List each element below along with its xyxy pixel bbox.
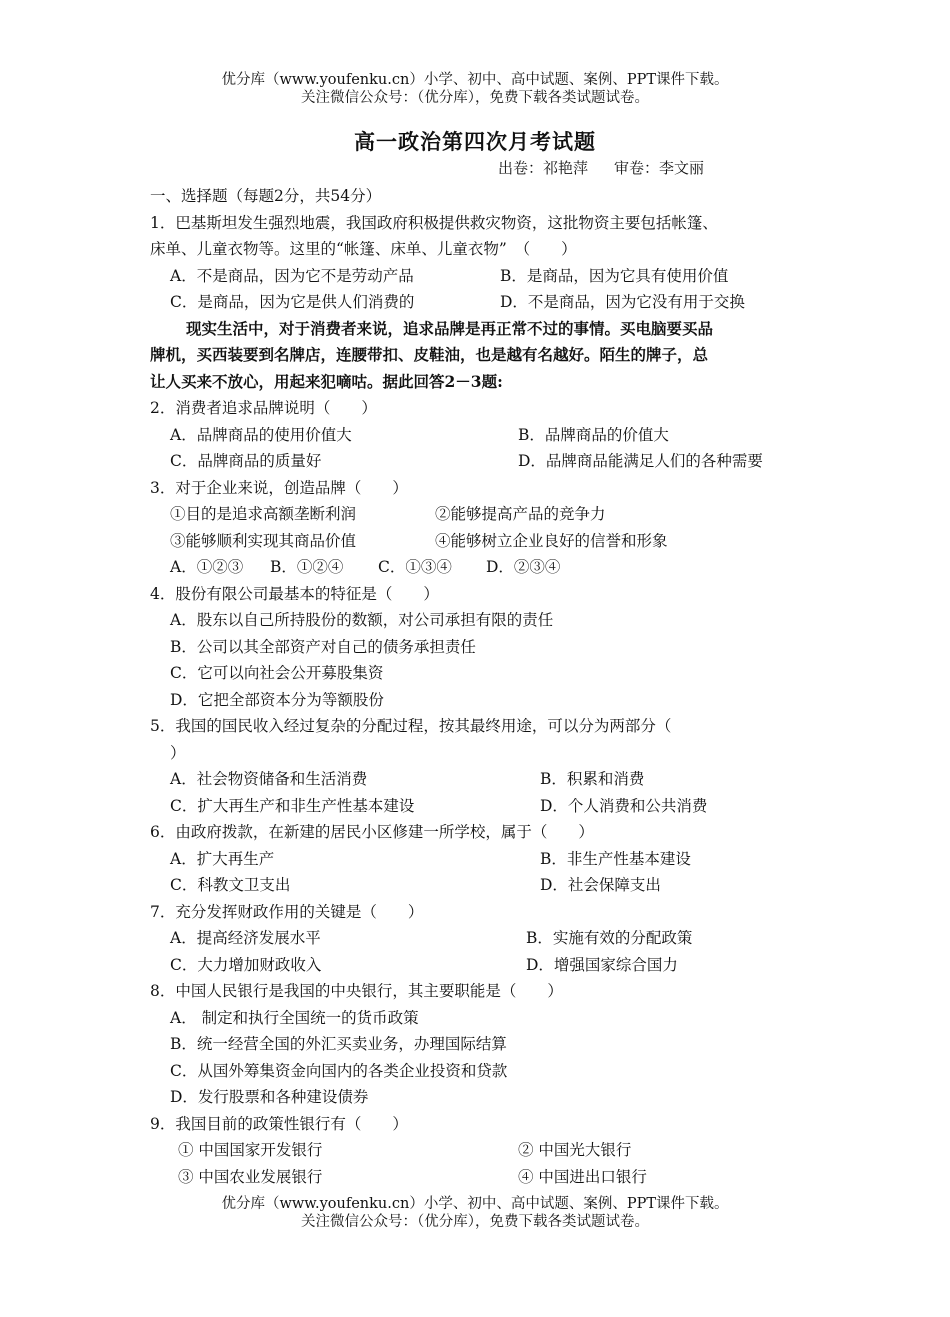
material-line-1: 现实生活中，对于消费者来说，追求品牌是再正常不过的事情。买电脑要买品 — [186, 318, 714, 338]
q9-statements-34 — [150, 1164, 810, 1191]
q3-option-b: B．①②④ — [270, 558, 344, 576]
q9-statement-1: ① 中国国家开发银行 — [178, 1141, 323, 1159]
q4-option-b: B．公司以其全部资产对自己的债务承担责任 — [170, 637, 476, 656]
q5-option-b: B．积累和消费 — [540, 770, 645, 788]
q3-stem: 3．对于企业来说，创造品牌（ ） — [150, 478, 408, 497]
q5-option-c: C．扩大再生产和非生产性基本建设 — [170, 796, 415, 815]
section-heading: 一、选择题（每题2分，共54分） — [150, 187, 382, 205]
reviewer: 审卷：李文丽 — [614, 159, 705, 177]
q1-option-c: C．是商品，因为它是供人们消费的 — [170, 293, 415, 311]
q6-stem: 6．由政府拨款，在新建的居民小区修建一所学校，属于（ ） — [150, 823, 594, 841]
q3-statements-34 — [150, 528, 810, 555]
q4-stem: 4．股份有限公司最基本的特征是（ ） — [150, 584, 439, 603]
q3-option-a: A．①②③ — [170, 558, 244, 576]
q2-option-d: D．品牌商品能满足人们的各种需要 — [518, 452, 763, 470]
q8-option-d: D．发行股票和各种建设债券 — [170, 1088, 369, 1106]
material-line-3: 让人买来不放心，用起来犯嘀咕。据此回答2－3题: — [150, 371, 503, 391]
q3-options — [150, 554, 810, 581]
q1-options-cd — [150, 289, 810, 316]
q5-option-a: A．社会物资储备和生活消费 — [170, 770, 368, 788]
q5-options-ab — [150, 766, 810, 793]
q3-statements-12 — [150, 501, 810, 528]
q8-option-a: A． 制定和执行全国统一的货币政策 — [170, 1008, 419, 1027]
q9-stem: 9．我国目前的政策性银行有（ ） — [150, 1114, 408, 1133]
q7-option-a: A．提高经济发展水平 — [170, 929, 321, 947]
q9-statements-12 — [150, 1137, 810, 1164]
q2-option-b: B．品牌商品的价值大 — [518, 425, 669, 444]
q2-options-cd — [150, 448, 810, 475]
q3-option-d: D．②③④ — [486, 558, 561, 576]
q2-option-c: C．品牌商品的质量好 — [170, 452, 322, 470]
page-header — [0, 71, 950, 107]
q6-option-c: C．科教文卫支出 — [170, 876, 291, 894]
q7-option-b: B．实施有效的分配政策 — [526, 929, 693, 947]
q5-stem-2: ） — [170, 743, 186, 762]
q7-stem: 7．充分发挥财政作用的关键是（ ） — [150, 902, 424, 921]
q4-option-d: D．它把全部资本分为等额股份 — [170, 690, 384, 709]
q3-statement-3: ③能够顺利实现其商品价值 — [170, 531, 357, 550]
q3-statement-4: ④能够树立企业良好的信誉和形象 — [435, 531, 668, 550]
authors-line — [498, 157, 704, 178]
exam-title: 高一政治第四次月考试题 — [354, 129, 596, 154]
footer-line-1: 优分库（www.youfenku.cn）小学、初中、高中试题、案例、PPT课件下载。 — [221, 1196, 729, 1212]
q1-stem-2: 床单、儿童衣物等。这里的“帐篷、床单、儿童衣物” （ ） — [150, 240, 577, 258]
q6-option-d: D．社会保障支出 — [540, 876, 661, 894]
q8-option-b: B．统一经营全国的外汇买卖业务，办理国际结算 — [170, 1035, 507, 1053]
q9-statement-3: ③ 中国农业发展银行 — [178, 1167, 323, 1186]
q6-option-b: B．非生产性基本建设 — [540, 849, 691, 868]
header-line-2: 关注微信公众号：（优分库），免费下载各类试题试卷。 — [301, 90, 649, 106]
q6-options-cd — [150, 872, 810, 899]
q9-statement-4: ④ 中国进出口银行 — [518, 1167, 647, 1186]
q5-option-d: D．个人消费和公共消费 — [540, 796, 708, 815]
q7-option-c: C．大力增加财政收入 — [170, 955, 322, 974]
q6-options-ab — [150, 846, 810, 873]
q9-statement-2: ② 中国光大银行 — [518, 1141, 632, 1159]
q3-statement-1: ①目的是追求高额垄断利润 — [170, 505, 357, 523]
material-line-2: 牌机，买西装要到名牌店，连腰带扣、皮鞋油，也是越有名越好。陌生的牌子，总 — [150, 345, 709, 364]
q1-option-a: A．不是商品，因为它不是劳动产品 — [170, 266, 414, 285]
q4-option-a: A．股东以自己所持股份的数额，对公司承担有限的责任 — [170, 611, 554, 629]
q8-option-c: C．从国外筹集资金向国内的各类企业投资和贷款 — [170, 1061, 508, 1080]
q6-option-a: A．扩大再生产 — [170, 849, 275, 868]
exam-content — [150, 183, 810, 1190]
footer-line-2: 关注微信公众号：（优分库），免费下载各类试题试卷。 — [301, 1214, 649, 1230]
q1-options-ab — [150, 263, 810, 290]
q8-stem: 8．中国人民银行是我国的中央银行，其主要职能是（ ） — [150, 982, 563, 1000]
q2-options-ab — [150, 422, 810, 449]
q4-option-c: C．它可以向社会公开募股集资 — [170, 664, 384, 682]
q3-statement-2: ②能够提高产品的竞争力 — [435, 505, 606, 523]
q3-option-c: C．①③④ — [378, 558, 452, 576]
q2-stem: 2．消费者追求品牌说明（ ） — [150, 399, 377, 417]
q1-option-d: D．不是商品，因为它没有用于交换 — [500, 293, 745, 311]
page-footer — [0, 1195, 950, 1231]
q7-options-cd — [150, 952, 810, 979]
q2-option-a: A．品牌商品的使用价值大 — [170, 425, 352, 444]
q1-stem-1: 1．巴基斯坦发生强烈地震，我国政府积极提供救灾物资，这批物资主要包括帐篷、 — [150, 213, 718, 232]
q5-stem-1: 5．我国的国民收入经过复杂的分配过程，按其最终用途，可以分为两部分（ — [150, 717, 672, 735]
q5-options-cd — [150, 793, 810, 820]
header-line-1: 优分库（www.youfenku.cn）小学、初中、高中试题、案例、PPT课件下载。 — [221, 72, 729, 88]
q1-option-b: B．是商品，因为它具有使用价值 — [500, 266, 729, 285]
setter: 出卷：祁艳萍 — [498, 159, 589, 177]
q7-option-d: D．增强国家综合国力 — [526, 955, 678, 974]
q7-options-ab — [150, 925, 810, 952]
